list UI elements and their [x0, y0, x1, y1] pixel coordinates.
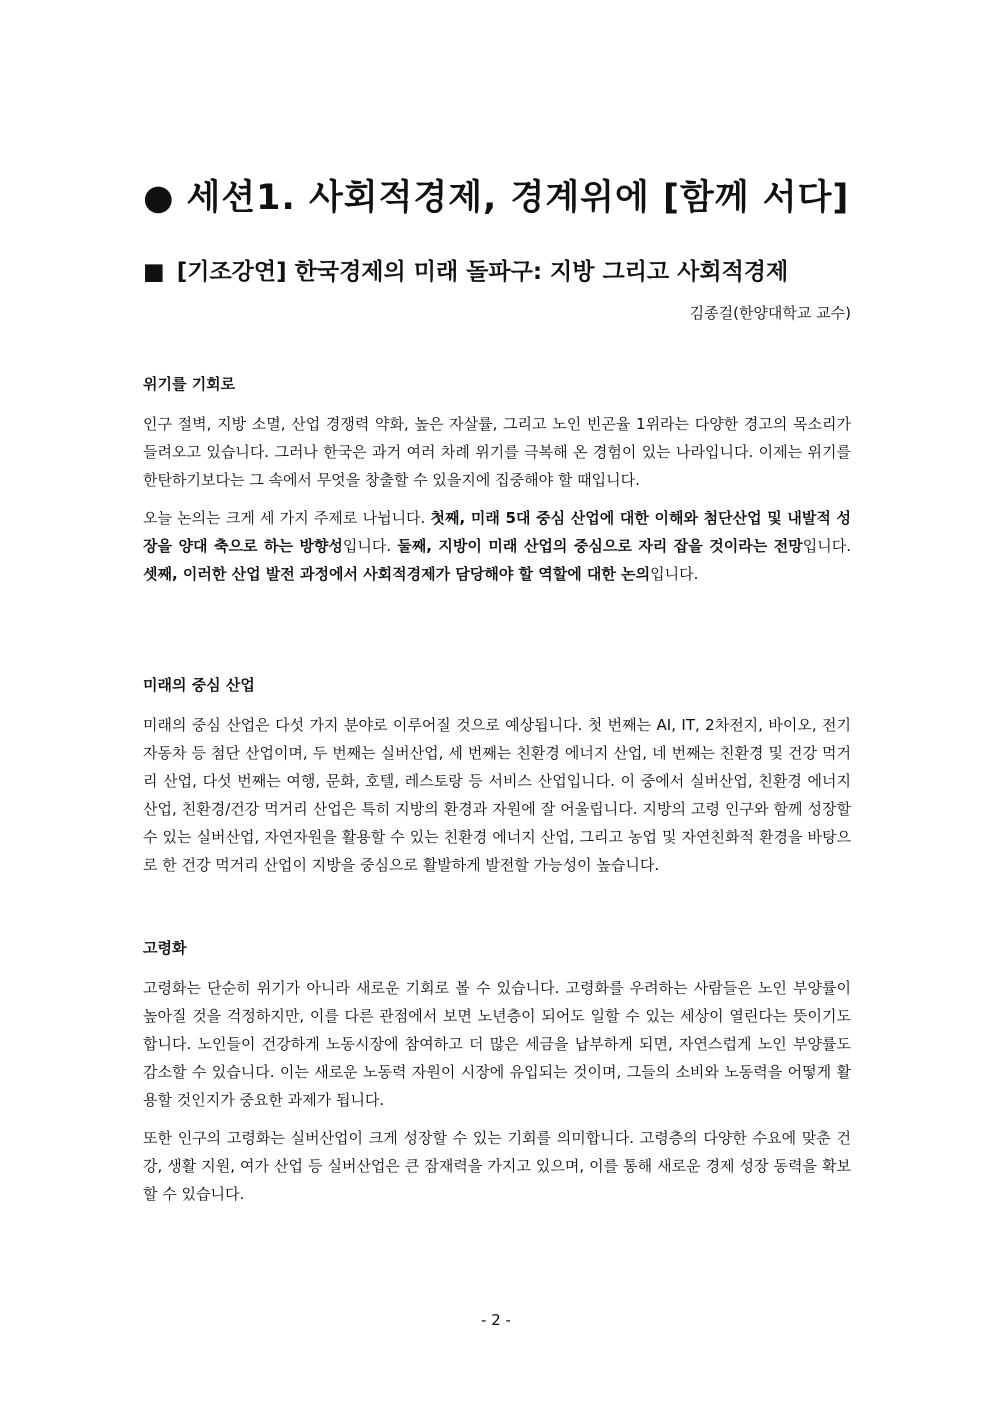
text-run: 입니다.: [650, 565, 699, 583]
section-heading: 고령화: [143, 939, 187, 957]
paragraph: 미래의 중심 산업은 다섯 가지 분야로 이루어질 것으로 예상됩니다. 첫 번째는 AI, IT, 2차전지, 바이오, 전기자동차 등 첨단 산업이며, 두 번째는 실버산업, 세 번째는 친환경 에너지 산업, 네 번째는 친환경 및 건강 먹거리 산업, 다섯 번째는 여행, 문화, 호텔, 레스토랑 등 서비스 산업입니다. 이 중에서 실버산업, 친환경 에너지 산업, 친환경/건강 먹거리 산업은 특히 지방의 환경과 자원에 잘 어울립니다. 지방의 고령 인구와 함께 성장할 수 있는 실버산업, 자연자원을 활용할 수 있는 친환경 에너지 산업, 그리고 농업 및 자연친화적 환경을 바탕으로 한 건강 먹거리 산업이 지방을 중심으로 활발하게 발전할 가능성이 높습니다.: [143, 716, 851, 874]
keynote-title: [143, 252, 923, 292]
section-heading: 위기를 기회로: [143, 375, 236, 393]
author-line: 김종걸(한양대학교 교수): [689, 304, 851, 322]
text-run: 입니다.: [802, 537, 851, 555]
text-run: 오늘 논의는 크게 세 가지 주제로 나뉩니다.: [143, 509, 431, 527]
filled-circle-icon: ●: [143, 178, 175, 218]
session-title: [143, 170, 923, 226]
session-title-text: 세션1. 사회적경제, 경계위에 [함께 서다]: [186, 178, 850, 218]
paragraph: 인구 절벽, 지방 소멸, 산업 경쟁력 약화, 높은 자살률, 그리고 노인 빈곤율 1위라는 다양한 경고의 목소리가 들려오고 있습니다. 그러나 한국은 과거 여러 차례 위기를 극복해 온 경험이 있는 나라입니다. 이제는 위기를 한탄하기보다는 그 속에서 무엇을 창출할 수 있을지에 집중해야 할 때입니다.: [143, 415, 851, 489]
section-crisis-to-opportunity: [143, 372, 851, 598]
section-future-industries: [143, 673, 851, 889]
bold-run: 셋째, 이러한 산업 발전 과정에서 사회적경제가 담당해야 할 역할에 대한 논의: [143, 565, 651, 583]
section-heading: 미래의 중심 산업: [143, 676, 255, 694]
text-run: 입니다.: [342, 537, 398, 555]
section-aging: [143, 936, 851, 1218]
bold-run: 둘째, 지방이 미래 산업의 중심으로 자리 잡을 것이라는 전망: [397, 537, 803, 555]
keynote-title-text: [기조강연] 한국경제의 미래 돌파구: 지방 그리고 사회적경제: [176, 259, 789, 285]
paragraph: 또한 인구의 고령화는 실버산업이 크게 성장할 수 있는 기회를 의미합니다. 고령층의 다양한 수요에 맞춘 건강, 생활 지원, 여가 산업 등 실버산업은 큰 잠재력을 가지고 있으며, 이를 통해 새로운 경제 성장 동력을 확보할 수 있습니다.: [143, 1129, 851, 1203]
filled-square-icon: ■: [143, 259, 165, 285]
bold-run: 첫째, 미래 5대 중심 산업에 대한 이해와 첨단산업 및 내발적 성장을 양대 축으로 하는 방향성: [143, 509, 851, 555]
page-number: - 2 -: [481, 1311, 511, 1329]
paragraph: 고령화는 단순히 위기가 아니라 새로운 기회로 볼 수 있습니다. 고령화를 우려하는 사람들은 노인 부양률이 높아질 것을 걱정하지만, 이를 다른 관점에서 보면 노년층이 되어도 일할 수 있는 세상이 열린다는 뜻이기도 합니다. 노인들이 건강하게 노동시장에 참여하고 더 많은 세금을 납부하게 되면, 자연스럽게 노인 부양률도 감소할 수 있습니다. 이는 새로운 노동력 자원이 시장에 유입되는 것이며, 그들의 소비와 노동력을 어떻게 활용할 것인지가 중요한 과제가 됩니다.: [143, 979, 851, 1109]
paragraph: [143, 504, 851, 588]
